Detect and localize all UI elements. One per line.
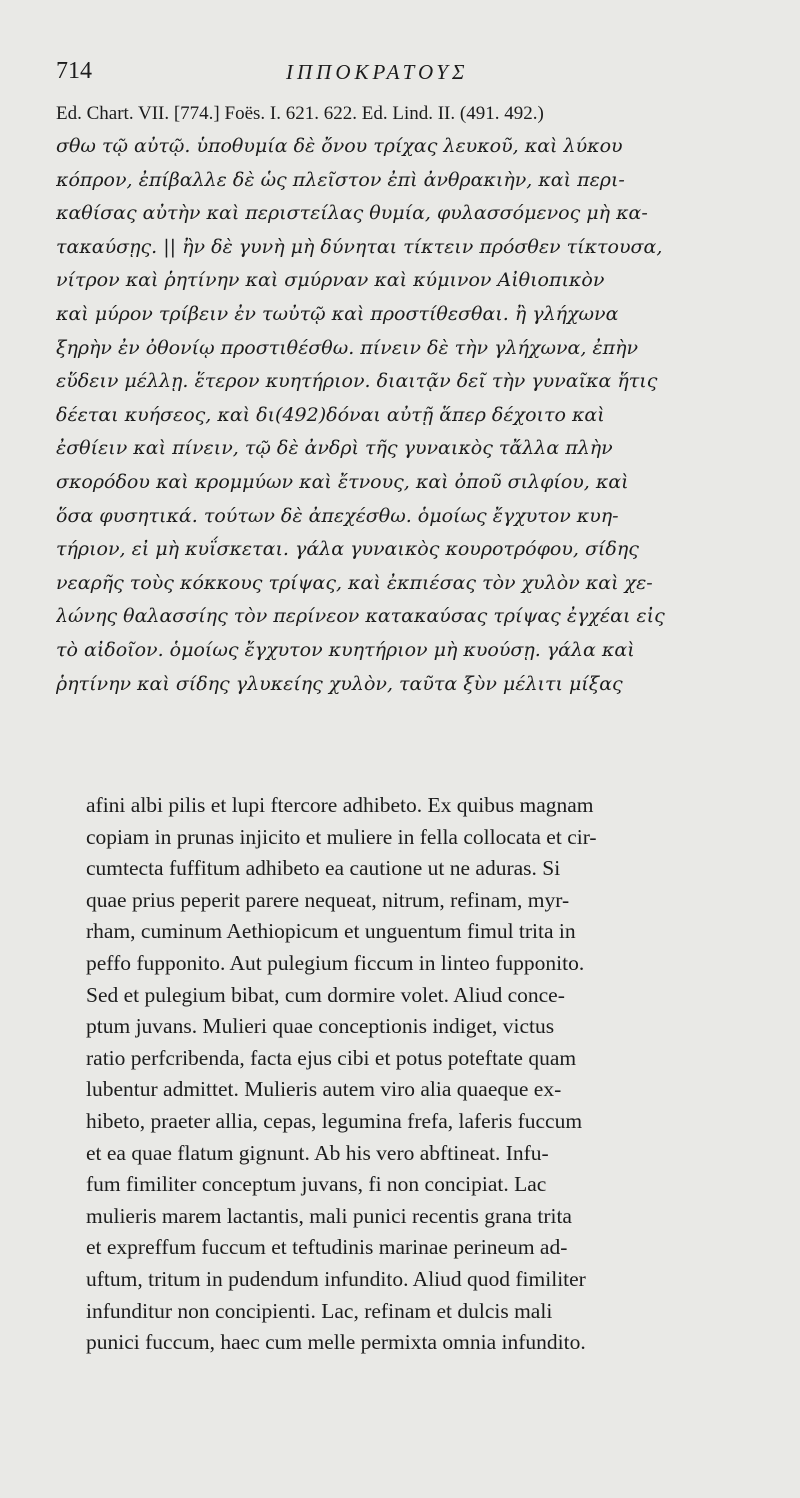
bleed-through-text [80, 752, 780, 782]
latin-text-line: ptum juvans. Mulieri quae conceptionis indiget, victus [86, 1014, 555, 1039]
greek-text-line: λώνης θαλασσίης τὸν περίνεον κατακαύσας τρίψας ἐγχέαι εἰς [56, 605, 665, 628]
edition-reference-line: Ed. Chart. VII. [774.] Foës. I. 621. 622. Ed. Lind. II. (491. 492.) [56, 103, 544, 124]
latin-text-line: cumtecta fuffitum adhibeto ea cautione ut ne aduras. Si [86, 856, 561, 881]
greek-text-line: καὶ μύρον τρίβειν ἐν τωὐτῷ καὶ προστίθεσθαι. ἢ γλήχωνα [56, 302, 619, 325]
latin-text-line: infunditur non concipienti. Lac, refinam et dulcis mali [86, 1298, 553, 1323]
latin-text-line: ratio perfcribenda, facta ejus cibi et potus poteftate quam [86, 1045, 577, 1070]
greek-text-line: ὅσα φυσητικά. τούτων δὲ ἀπεχέσθω. ὁμοίως ἔγχυτον κυη- [56, 504, 619, 527]
greek-text-line: τήριον, εἰ μὴ κυΐσκεται. γάλα γυναικὸς κουροτρόφου, σίδης [56, 538, 639, 561]
greek-text-line: νεαρῆς τοὺς κόκκους τρίψας, καὶ ἐκπιέσας τὸν χυλὸν καὶ χε- [56, 571, 653, 594]
latin-text-line: hibeto, praeter allia, cepas, legumina frefa, laferis fuccum [86, 1108, 583, 1133]
greek-text-line: ῥητίνην καὶ σίδης γλυκείης χυλὸν, ταῦτα ξὺν μέλιτι μίξας [56, 672, 623, 695]
latin-text-line: et expreffum fuccum et teftudinis marinae perineum ad- [86, 1235, 568, 1260]
running-title: ΙΠΠΟΚΡΑΤΟΥΣ [286, 60, 469, 84]
latin-text-line: copiam in prunas injicito et muliere in fella collocata et cir- [86, 824, 597, 849]
greek-text-line: τὸ αἰδοῖον. ὁμοίως ἔγχυτον κυητήριον μὴ κυούσῃ. γάλα καὶ [56, 638, 635, 661]
page-number: 714 [56, 58, 92, 84]
latin-text-line: rham, cuminum Aethiopicum et unguentum fimul trita in [86, 919, 576, 944]
greek-text-line: ξηρὴν ἐν ὀθονίῳ προστιθέσθω. πίνειν δὲ τὴν γλήχωνα, ἐπὴν [56, 336, 639, 359]
latin-text-line: quae prius peperit parere nequeat, nitrum, refinam, myr- [86, 887, 570, 912]
latin-text-line: mulieris marem lactantis, mali punici recentis grana trita [86, 1203, 572, 1228]
greek-text-line: κόπρον, ἐπίβαλλε δὲ ὡς πλεῖστον ἐπὶ ἀνθρακιὴν, καὶ περι- [56, 168, 625, 191]
greek-text-line: νίτρον καὶ ῥητίνην καὶ σμύρναν καὶ κύμινον Αἰθιοπικὸν [56, 269, 605, 292]
greek-text-line: καθίσας αὐτὴν καὶ περιστείλας θυμία, φυλασσόμενος μὴ κα- [56, 202, 648, 225]
latin-text-block [86, 790, 786, 1359]
latin-text-line: punici fuccum, haec cum melle permixta omnia infundito. [86, 1330, 586, 1355]
latin-text-line: et ea quae flatum gignunt. Ab his vero abftineat. Infu- [86, 1140, 549, 1165]
greek-text-line: σθω τῷ αὐτῷ. ὑποθυμία δὲ ὄνου τρίχας λευκοῦ, καὶ λύκου [56, 135, 623, 157]
latin-text-line: Sed et pulegium bibat, cum dormire volet. Aliud conce- [86, 982, 565, 1007]
greek-text-line: σκορόδου καὶ κρομμύων καὶ ἔτνους, καὶ ὀποῦ σιλφίου, καὶ [56, 470, 629, 493]
latin-text-line: fum fimiliter conceptum juvans, fi non concipiat. Lac [86, 1172, 547, 1197]
latin-text-line: afini albi pilis et lupi ftercore adhibeto. Ex quibus magnam [86, 793, 594, 817]
greek-text-line: ἐσθίειν καὶ πίνειν, τῷ δὲ ἀνδρὶ τῆς γυναικὸς τἄλλα πλὴν [56, 437, 613, 460]
latin-text-line: uftum, tritum in pudendum infundito. Aliud quod fimiliter [86, 1266, 586, 1291]
greek-text-line: δέεται κυήσεος, καὶ δι(492)δόναι αὐτῇ ἅπερ δέχοιτο καὶ [56, 403, 605, 426]
latin-text-line: peffo fupponito. Aut pulegium ficcum in linteo fupponito. [86, 950, 585, 975]
page-header [56, 58, 776, 98]
greek-text-line: εὕδειν μέλλῃ. ἕτερον κυητήριον. διαιτᾷν δεῖ τὴν γυναῖκα ἥτις [56, 370, 658, 393]
greek-text-line: τακαύσῃς. || ἢν δὲ γυνὴ μὴ δύνηται τίκτειν πρόσθεν τίκτουσα, [56, 235, 663, 258]
latin-text-line: lubentur admittet. Mulieris autem viro alia quaeque ex- [86, 1077, 562, 1102]
greek-text-block [56, 130, 786, 701]
